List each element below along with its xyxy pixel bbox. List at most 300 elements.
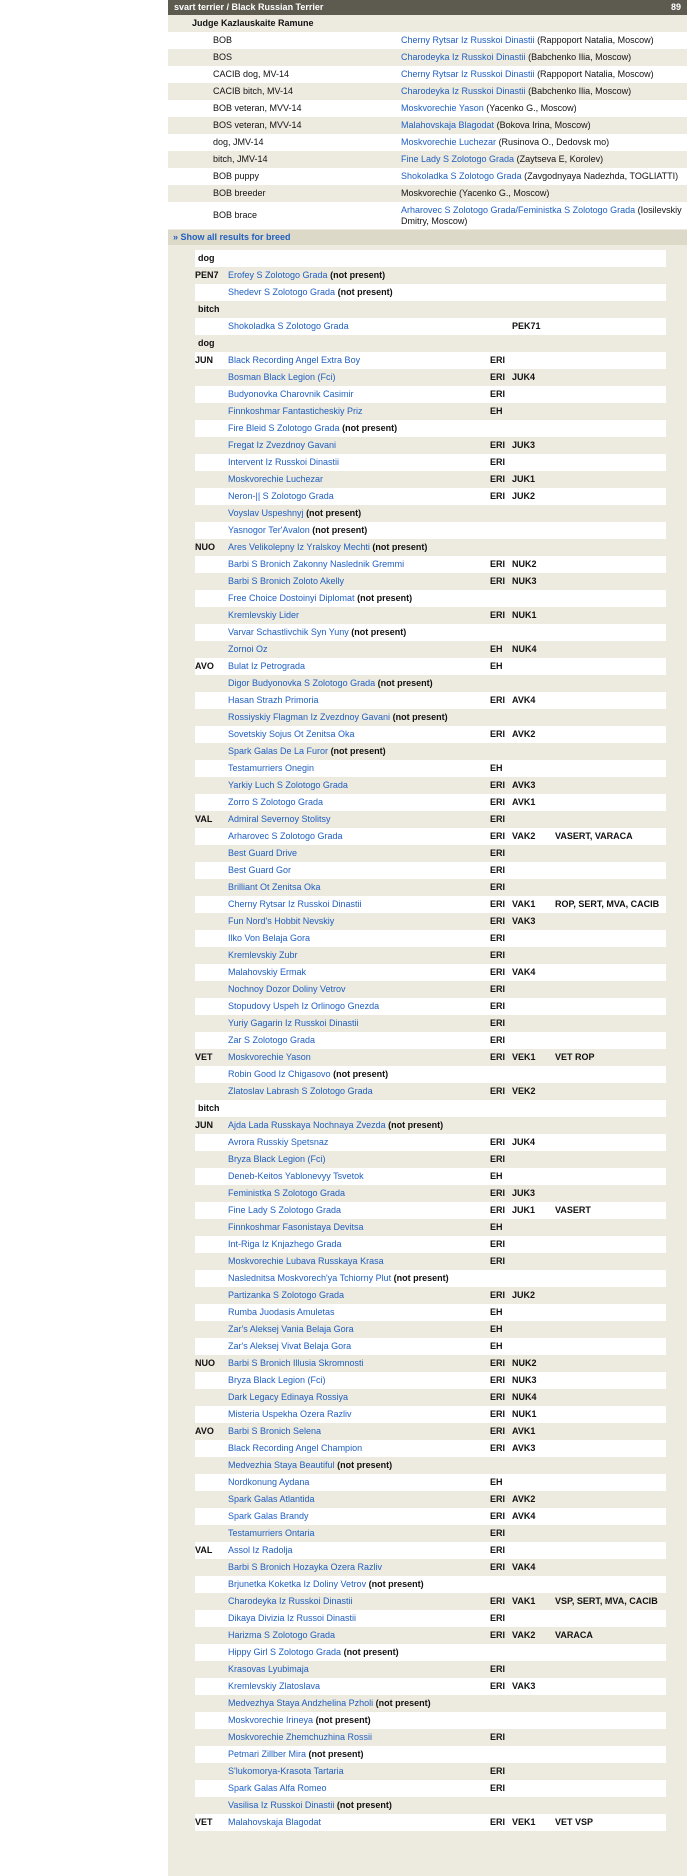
dog-link[interactable]: Admiral Severnoy Stolitsy xyxy=(228,814,331,824)
owner-info: Moskvorechie (Yacenko G., Moscow) xyxy=(401,188,550,198)
class-label xyxy=(195,1559,228,1576)
quality-grade: ERI xyxy=(490,1593,512,1610)
award-row xyxy=(168,100,687,117)
dog-link[interactable]: Moskvorechie Lubava Russkaya Krasa xyxy=(228,1256,384,1266)
titles-awarded xyxy=(555,1338,666,1355)
dog-link[interactable]: Assol Iz Radolja xyxy=(228,1545,293,1555)
titles-awarded xyxy=(555,879,666,896)
placement: NUK3 xyxy=(512,573,555,590)
dog-name-cell xyxy=(228,318,490,335)
dog-link[interactable]: Misteria Uspekha Ozera Razliv xyxy=(228,1409,352,1419)
dog-link[interactable]: Barbi S Bronich Hozayka Ozera Razliv xyxy=(228,1562,383,1572)
class-label xyxy=(195,1644,228,1661)
result-row xyxy=(195,471,666,488)
dog-link[interactable]: Finnkoshmar Fantasticheskiy Priz xyxy=(228,406,363,416)
dog-link[interactable]: Brilliant Ot Zenitsa Oka xyxy=(228,882,321,892)
dog-link[interactable]: Arharovec S Zolotogo Grada xyxy=(228,831,343,841)
award-row xyxy=(168,151,687,168)
dog-link[interactable]: Brjunetka Koketka Iz Doliny Vetrov xyxy=(228,1579,367,1589)
placement xyxy=(512,590,555,607)
quality-grade: ERI xyxy=(490,573,512,590)
dog-link[interactable]: Ilko Von Belaja Gora xyxy=(228,933,311,943)
dog-link[interactable]: Zar's Aleksej Vania Belaja Gora xyxy=(228,1324,354,1334)
titles-awarded xyxy=(555,1117,666,1134)
dog-link[interactable]: Cherny Rytsar Iz Russkoi Dinastii xyxy=(228,899,362,909)
result-row xyxy=(195,1559,666,1576)
dog-link[interactable]: Fun Nord's Hobbit Nevskiy xyxy=(228,916,335,926)
award-winner xyxy=(401,168,687,185)
dog-link[interactable]: Hasan Strazh Primoria xyxy=(228,695,319,705)
not-present-label: (not present) xyxy=(336,1800,392,1810)
dog-name-cell xyxy=(228,879,490,896)
quality-grade xyxy=(490,284,512,301)
award-winner xyxy=(401,117,687,134)
dog-name-cell xyxy=(228,1066,490,1083)
dog-link[interactable]: Black Recording Angel Champion xyxy=(228,1443,363,1453)
dog-link[interactable]: Malahovskaja Blagodat xyxy=(228,1817,322,1827)
class-label xyxy=(195,1695,228,1712)
dog-link[interactable]: Moskvorechie Zhemchuzhina Rossii xyxy=(228,1732,373,1742)
class-label xyxy=(195,318,228,335)
class-label: AVO xyxy=(195,658,228,675)
dog-name-cell xyxy=(228,1559,490,1576)
result-row xyxy=(195,1185,666,1202)
result-row xyxy=(195,794,666,811)
dog-link[interactable]: Moskvorechie Yason xyxy=(401,103,484,113)
quality-grade: ERI xyxy=(490,1389,512,1406)
placement xyxy=(512,352,555,369)
dog-link[interactable]: Bryza Black Legion (Fci) xyxy=(228,1375,326,1385)
placement xyxy=(512,403,555,420)
dog-link[interactable]: Spark Galas Brandy xyxy=(228,1511,309,1521)
class-label xyxy=(195,1304,228,1321)
quality-grade: ERI xyxy=(490,1814,512,1831)
class-label xyxy=(195,369,228,386)
dog-link[interactable]: Erofey S Zolotogo Grada xyxy=(228,270,328,280)
quality-grade: ERI xyxy=(490,1763,512,1780)
dog-link[interactable]: Partizanka S Zolotogo Grada xyxy=(228,1290,345,1300)
class-label xyxy=(195,1797,228,1814)
dog-link[interactable]: Rossiyskiy Flagman Iz Zvezdnoy Gavani xyxy=(228,712,391,722)
dog-name-cell xyxy=(228,1049,490,1066)
class-label xyxy=(195,284,228,301)
dog-link[interactable]: Zar's Aleksej Vivat Belaja Gora xyxy=(228,1341,352,1351)
result-row xyxy=(195,743,666,760)
titles-awarded xyxy=(555,658,666,675)
titles-awarded xyxy=(555,743,666,760)
dog-name-cell xyxy=(228,777,490,794)
dog-name-cell xyxy=(228,505,490,522)
dog-link[interactable]: Hippy Girl S Zolotogo Grada xyxy=(228,1647,342,1657)
quality-grade xyxy=(490,318,512,335)
dog-link[interactable]: Moskvorechie Luchezar xyxy=(401,137,497,147)
result-row xyxy=(195,1508,666,1525)
quality-grade: ERI xyxy=(490,1151,512,1168)
dog-link[interactable]: Zorro S Zolotogo Grada xyxy=(228,797,324,807)
dog-name-cell xyxy=(228,760,490,777)
result-row xyxy=(195,1474,666,1491)
dog-link[interactable]: Moskvorechie Yason xyxy=(228,1052,311,1062)
dog-link[interactable]: Malahovskaja Blagodat xyxy=(401,120,495,130)
quality-grade: ERI xyxy=(490,1610,512,1627)
placement: JUK1 xyxy=(512,471,555,488)
result-row xyxy=(195,1304,666,1321)
owner-info: (Babchenko Ilia, Moscow) xyxy=(528,52,632,62)
dog-link[interactable]: Testamurriers Onegin xyxy=(228,763,315,773)
dog-link[interactable]: S'lukomorya-Krasota Tartaria xyxy=(228,1766,344,1776)
quality-grade xyxy=(490,539,512,556)
titles-awarded xyxy=(555,1729,666,1746)
quality-grade: ERI xyxy=(490,1287,512,1304)
titles-awarded xyxy=(555,1423,666,1440)
placement: JUK4 xyxy=(512,369,555,386)
dog-link[interactable]: Feministka S Zolotogo Grada xyxy=(228,1188,346,1198)
result-row xyxy=(195,1270,666,1287)
quality-grade: ERI xyxy=(490,1661,512,1678)
class-label xyxy=(195,675,228,692)
award-title: dog, JMV-14 xyxy=(213,137,264,147)
result-row xyxy=(195,964,666,981)
dog-link[interactable]: Testamurriers Ontaria xyxy=(228,1528,315,1538)
placement xyxy=(512,1610,555,1627)
dog-link[interactable]: Finnkoshmar Fasonistaya Devitsa xyxy=(228,1222,364,1232)
class-label xyxy=(195,420,228,437)
awards-table xyxy=(168,32,687,229)
titles-awarded xyxy=(555,1253,666,1270)
dog-link[interactable]: Spark Galas Atlantida xyxy=(228,1494,315,1504)
dog-link[interactable]: Kremlevskiy Zlatoslava xyxy=(228,1681,321,1691)
quality-grade: ERI xyxy=(490,1253,512,1270)
dog-link[interactable]: Avrora Russkiy Spetsnaz xyxy=(228,1137,329,1147)
class-label xyxy=(195,1661,228,1678)
dog-link[interactable]: Charodeyka Iz Russkoi Dinastii xyxy=(401,86,526,96)
not-present-label: (not present) xyxy=(337,1460,393,1470)
not-present-label: (not present) xyxy=(377,678,433,688)
dog-name-cell xyxy=(228,539,490,556)
dog-link[interactable]: Krasovas Lyubimaja xyxy=(228,1664,309,1674)
dog-link[interactable]: Sovetskiy Sojus Ot Zenitsa Oka xyxy=(228,729,355,739)
result-row xyxy=(195,1780,666,1797)
dog-link[interactable]: Free Choice Dostoinyi Diplomat xyxy=(228,593,355,603)
quality-grade: EH xyxy=(490,1219,512,1236)
dog-name-cell xyxy=(228,267,490,284)
dog-name-cell xyxy=(228,913,490,930)
quality-grade: ERI xyxy=(490,964,512,981)
dog-link[interactable]: Medvezhia Staya Beautiful xyxy=(228,1460,335,1470)
entry-count: 89 xyxy=(670,2,681,12)
result-row xyxy=(195,1525,666,1542)
dog-link[interactable]: Fine Lady S Zolotogo Grada xyxy=(228,1205,342,1215)
result-row xyxy=(195,1440,666,1457)
class-label xyxy=(195,1406,228,1423)
placement xyxy=(512,709,555,726)
dog-link[interactable]: Rumba Juodasis Amuletas xyxy=(228,1307,335,1317)
placement xyxy=(512,624,555,641)
breed-title: svart terrier / Black Russian Terrier xyxy=(174,2,324,12)
dog-link[interactable]: Black Recording Angel Extra Boy xyxy=(228,355,361,365)
quality-grade xyxy=(490,590,512,607)
titles-awarded xyxy=(555,641,666,658)
result-row xyxy=(195,1644,666,1661)
titles-awarded xyxy=(555,1168,666,1185)
dog-link[interactable]: Spark Galas Alfa Romeo xyxy=(228,1783,327,1793)
class-label xyxy=(195,1763,228,1780)
quality-grade: ERI xyxy=(490,726,512,743)
class-label xyxy=(195,1508,228,1525)
placement xyxy=(512,1780,555,1797)
dog-link[interactable]: Medvezhya Staya Andzhelina Pzholi xyxy=(228,1698,374,1708)
dog-link[interactable]: Barbi S Bronich Zakonny Naslednik Gremmi xyxy=(228,559,405,569)
placement: AVK2 xyxy=(512,1491,555,1508)
dog-link[interactable]: Naslednitsa Moskvorech'ya Tchiorny Plut xyxy=(228,1273,392,1283)
dog-link[interactable]: Shokoladka S Zolotogo Grada xyxy=(401,171,522,181)
quality-grade: ERI xyxy=(490,1406,512,1423)
placement xyxy=(512,1644,555,1661)
dog-link[interactable]: Robin Good Iz Chigasovo xyxy=(228,1069,331,1079)
class-label xyxy=(195,556,228,573)
result-row xyxy=(195,1236,666,1253)
dog-link[interactable]: Barbi S Bronich Selena xyxy=(228,1426,322,1436)
placement: NUK3 xyxy=(512,1372,555,1389)
placement: JUK1 xyxy=(512,1202,555,1219)
breed-header xyxy=(168,0,687,15)
dog-link[interactable]: Yuriy Gagarin Iz Russkoi Dinastii xyxy=(228,1018,359,1028)
dog-link[interactable]: Yasnogor Ter'Avalon xyxy=(228,525,310,535)
quality-grade: ERI xyxy=(490,1559,512,1576)
quality-grade xyxy=(490,709,512,726)
dog-link[interactable]: Spark Galas De La Furor xyxy=(228,746,329,756)
class-label xyxy=(195,471,228,488)
dog-link[interactable]: Digor Budyonovka S Zolotogo Grada xyxy=(228,678,376,688)
dog-link[interactable]: Fine Lady S Zolotogo Grada xyxy=(401,154,515,164)
award-row xyxy=(168,168,687,185)
dog-link[interactable]: Shedevr S Zolotogo Grada xyxy=(228,287,336,297)
dog-link[interactable]: Vasilisa Iz Russkoi Dinastii xyxy=(228,1800,335,1810)
dog-name-cell xyxy=(228,845,490,862)
class-label xyxy=(195,1134,228,1151)
dog-link[interactable]: Best Guard Gor xyxy=(228,865,292,875)
dog-link[interactable]: Neron-|| S Zolotogo Grada xyxy=(228,491,334,501)
class-label xyxy=(195,1678,228,1695)
quality-grade: ERI xyxy=(490,981,512,998)
not-present-label: (not present) xyxy=(388,1120,444,1130)
class-label xyxy=(195,1712,228,1729)
dog-link[interactable]: Dikaya Divizia Iz Russoi Dinastii xyxy=(228,1613,357,1623)
dog-link[interactable]: Malahovskiy Ermak xyxy=(228,967,307,977)
dog-link[interactable]: Bosman Black Legion (Fci) xyxy=(228,372,336,382)
result-row xyxy=(195,1797,666,1814)
placement xyxy=(512,1797,555,1814)
titles-awarded xyxy=(555,386,666,403)
result-row xyxy=(195,1678,666,1695)
dog-link[interactable]: Voyslav Uspeshnyj xyxy=(228,508,304,518)
dog-name-cell xyxy=(228,896,490,913)
quality-grade: EH xyxy=(490,1304,512,1321)
result-row xyxy=(195,1066,666,1083)
dog-link[interactable]: Moskvorechie Luchezar xyxy=(228,474,324,484)
result-row xyxy=(195,403,666,420)
dog-link[interactable]: Int-Riga Iz Knjazhego Grada xyxy=(228,1239,342,1249)
dog-link[interactable]: Charodeyka Iz Russkoi Dinastii xyxy=(228,1596,353,1606)
award-winner xyxy=(401,202,687,229)
owner-info: (Iosilevskiy Dmitry, Moscow) xyxy=(401,204,682,226)
dog-link[interactable]: Barbi S Bronich Zoloto Akelly xyxy=(228,576,345,586)
award-row xyxy=(168,185,687,202)
placement xyxy=(512,1236,555,1253)
placement xyxy=(512,1304,555,1321)
quality-grade xyxy=(490,420,512,437)
dog-link[interactable]: Ajda Lada Russkaya Nochnaya Zvezda xyxy=(228,1120,386,1130)
result-row xyxy=(195,1610,666,1627)
placement: JUK3 xyxy=(512,1185,555,1202)
class-label xyxy=(195,1168,228,1185)
quality-grade: ERI xyxy=(490,1542,512,1559)
dog-link[interactable]: Cherny Rytsar Iz Russkoi Dinastii xyxy=(401,35,535,45)
class-label: AVO xyxy=(195,1423,228,1440)
titles-awarded xyxy=(555,1508,666,1525)
quality-grade: ERI xyxy=(490,862,512,879)
dog-link[interactable]: Arharovec S Zolotogo Grada/Feministka S Zolotogo Grada xyxy=(401,204,636,215)
dog-link[interactable]: Petmari Zillber Mira xyxy=(228,1749,307,1759)
quality-grade: ERI xyxy=(490,556,512,573)
award-row xyxy=(168,202,687,229)
dog-link[interactable]: Kremlevskiy Lider xyxy=(228,610,300,620)
quality-grade: ERI xyxy=(490,947,512,964)
class-label xyxy=(195,522,228,539)
class-label xyxy=(195,1729,228,1746)
dog-name-cell xyxy=(228,1287,490,1304)
dog-link[interactable]: Zar S Zolotogo Grada xyxy=(228,1035,316,1045)
titles-awarded xyxy=(555,1287,666,1304)
dog-link[interactable]: Fire Bleid S Zolotogo Grada xyxy=(228,423,340,433)
titles-awarded: VSP, SERT, MVA, CACIB xyxy=(555,1593,666,1610)
not-present-label: (not present) xyxy=(342,423,398,433)
dog-link[interactable]: Nochnoy Dozor Doliny Vetrov xyxy=(228,984,346,994)
dog-name-cell xyxy=(228,1372,490,1389)
class-label xyxy=(195,1321,228,1338)
result-row xyxy=(195,607,666,624)
titles-awarded xyxy=(555,1134,666,1151)
dog-link[interactable]: Yarkiy Luch S Zolotogo Grada xyxy=(228,780,348,790)
titles-awarded xyxy=(555,1559,666,1576)
dog-link[interactable]: Moskvorechie Irineya xyxy=(228,1715,314,1725)
dog-link[interactable]: Best Guard Drive xyxy=(228,848,298,858)
dog-name-cell xyxy=(228,573,490,590)
titles-awarded xyxy=(555,913,666,930)
placement xyxy=(512,1321,555,1338)
placement: NUK2 xyxy=(512,556,555,573)
dog-link[interactable]: Fregat Iz Zvezdnoy Gavani xyxy=(228,440,337,450)
dog-name-cell xyxy=(228,794,490,811)
dog-name-cell xyxy=(228,1219,490,1236)
dog-name-cell xyxy=(228,1712,490,1729)
dog-link[interactable]: Barbi S Bronich Illusia Skromnosti xyxy=(228,1358,364,1368)
titles-awarded xyxy=(555,1372,666,1389)
result-row xyxy=(195,1661,666,1678)
titles-awarded xyxy=(555,1525,666,1542)
dog-name-cell xyxy=(228,1032,490,1049)
quality-grade: EH xyxy=(490,1168,512,1185)
quality-grade: EH xyxy=(490,641,512,658)
class-label xyxy=(195,1491,228,1508)
dog-link[interactable]: Shokoladka S Zolotogo Grada xyxy=(228,321,349,331)
result-row xyxy=(195,1168,666,1185)
titles-awarded xyxy=(555,1185,666,1202)
quality-grade xyxy=(490,1712,512,1729)
dog-link[interactable]: Harizma S Zolotogo Grada xyxy=(228,1630,336,1640)
titles-awarded xyxy=(555,352,666,369)
titles-awarded xyxy=(555,505,666,522)
result-row xyxy=(195,692,666,709)
dog-link[interactable]: Ares Velikolepny Iz Yralskoy Mechti xyxy=(228,542,370,552)
dog-link[interactable]: Cherny Rytsar Iz Russkoi Dinastii xyxy=(401,69,535,79)
dog-link[interactable]: Bulat Iz Petrograda xyxy=(228,661,306,671)
dog-link[interactable]: Dark Legacy Edinaya Rossiya xyxy=(228,1392,349,1402)
dog-link[interactable]: Bryza Black Legion (Fci) xyxy=(228,1154,326,1164)
quality-grade: ERI xyxy=(490,1627,512,1644)
section-row xyxy=(195,335,666,352)
quality-grade: EH xyxy=(490,760,512,777)
quality-grade xyxy=(490,1576,512,1593)
show-all-results-link[interactable]: » Show all results for breed xyxy=(168,230,687,245)
class-label xyxy=(195,624,228,641)
not-present-label: (not present) xyxy=(375,1698,431,1708)
dog-link[interactable]: Kremlevskiy Zubr xyxy=(228,950,298,960)
quality-grade: ERI xyxy=(490,437,512,454)
dog-name-cell xyxy=(228,1525,490,1542)
result-row xyxy=(195,879,666,896)
dog-link[interactable]: Charodeyka Iz Russkoi Dinastii xyxy=(401,52,526,62)
placement: VAK3 xyxy=(512,913,555,930)
result-row xyxy=(195,1423,666,1440)
quality-grade: ERI xyxy=(490,1440,512,1457)
class-label xyxy=(195,1389,228,1406)
placement: VAK2 xyxy=(512,828,555,845)
dog-name-cell xyxy=(228,1134,490,1151)
dog-link[interactable]: Varvar Schastlivchik Syn Yuny xyxy=(228,627,349,637)
dog-link[interactable]: Nordkonung Aydana xyxy=(228,1477,310,1487)
dog-link[interactable]: Zornoi Oz xyxy=(228,644,268,654)
quality-grade: ERI xyxy=(490,811,512,828)
dog-name-cell xyxy=(228,471,490,488)
dog-name-cell xyxy=(228,998,490,1015)
dog-name-cell xyxy=(228,1355,490,1372)
dog-link[interactable]: Intervent Iz Russkoi Dinastii xyxy=(228,457,340,467)
dog-link[interactable]: Zlatoslav Labrash S Zolotogo Grada xyxy=(228,1086,373,1096)
quality-grade: ERI xyxy=(490,1049,512,1066)
dog-name-cell xyxy=(228,1729,490,1746)
placement: NUK4 xyxy=(512,641,555,658)
quality-grade: EH xyxy=(490,1321,512,1338)
placement xyxy=(512,505,555,522)
result-row xyxy=(195,1542,666,1559)
placement: VAK1 xyxy=(512,1593,555,1610)
quality-grade: ERI xyxy=(490,369,512,386)
placement: VAK4 xyxy=(512,1559,555,1576)
quality-grade: ERI xyxy=(490,454,512,471)
section-row xyxy=(195,301,666,318)
titles-awarded xyxy=(555,1491,666,1508)
dog-link[interactable]: Budyonovka Charovnik Casimir xyxy=(228,389,354,399)
dog-link[interactable]: Stopudovy Uspeh Iz Orlinogo Gnezda xyxy=(228,1001,380,1011)
class-label: VAL xyxy=(195,1542,228,1559)
dog-name-cell xyxy=(228,369,490,386)
dog-link[interactable]: Deneb-Keitos Yablonevyy Tsvetok xyxy=(228,1171,364,1181)
dog-name-cell xyxy=(228,1797,490,1814)
placement xyxy=(512,998,555,1015)
award-winner xyxy=(401,49,687,66)
class-label xyxy=(195,590,228,607)
